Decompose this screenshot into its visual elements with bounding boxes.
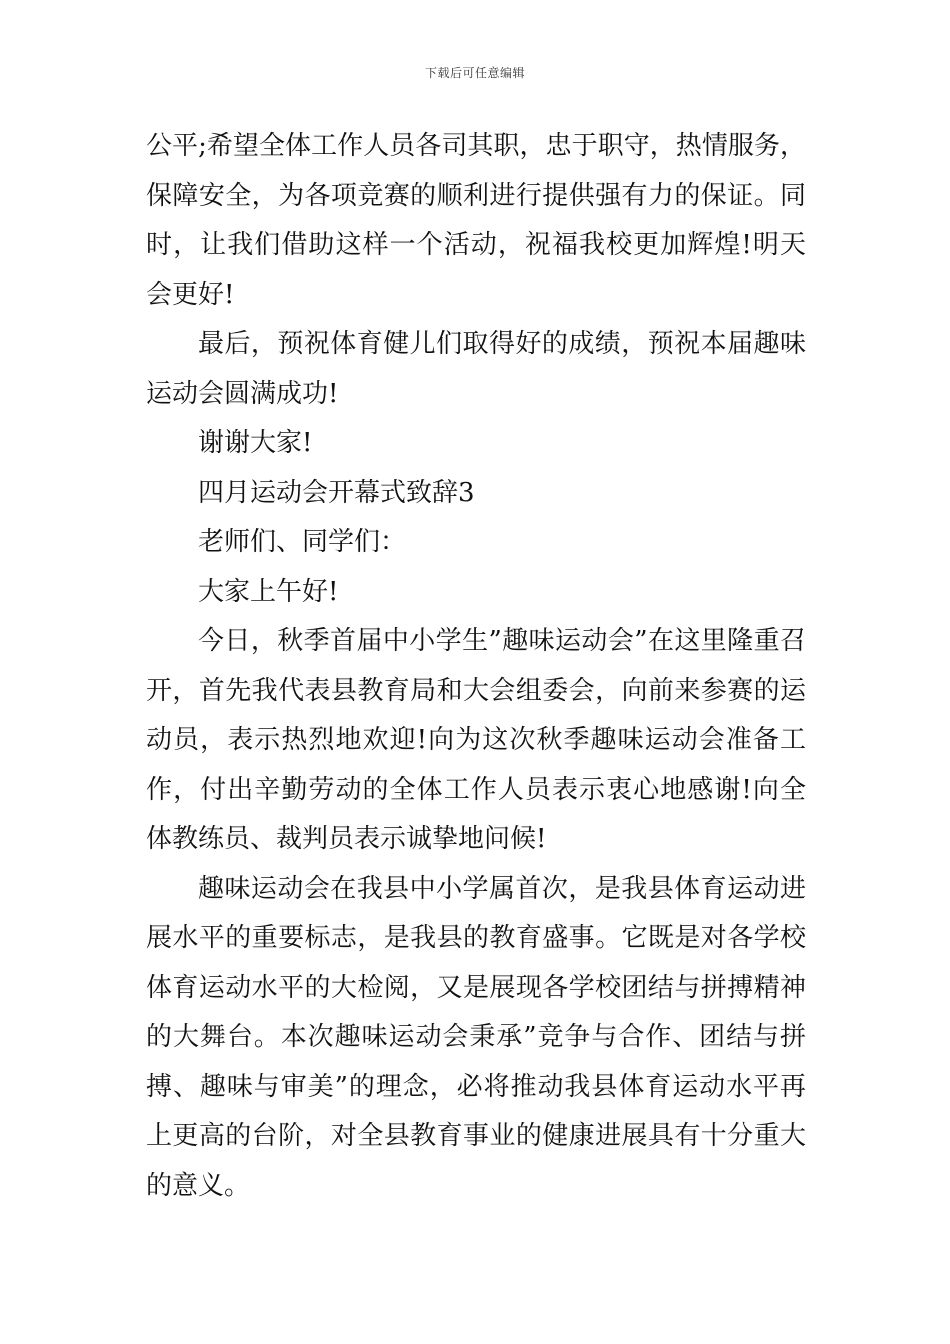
paragraph-opening: 今日，秋季首届中小学生”趣味运动会”在这里隆重召开，首先我代表县教育局和大会组委会，向前来参赛的运动员，表示热烈地欢迎!向为这次秋季趣味运动会准备工作，付出辛勤劳动的全体工作人员表示衷心地感谢!向全体教练员、裁判员表示诚挚地问候! bbox=[146, 626, 806, 854]
paragraph-closing-continuation: 公平;希望全体工作人员各司其职，忠于职守，热情服务，保障安全，为各项竞赛的顺利进行提供强有力的保证。同时，让我们借助这样一个活动，祝福我校更加辉煌!明天会更好! bbox=[146, 131, 806, 310]
section-heading: 四月运动会开幕式致辞3 bbox=[198, 477, 475, 508]
paragraph-wishes: 最后，预祝体育健儿们取得好的成绩，预祝本届趣味运动会圆满成功! bbox=[146, 329, 806, 409]
paragraph-greeting: 大家上午好! bbox=[198, 576, 339, 607]
document-body bbox=[146, 122, 806, 1211]
paragraph-significance: 趣味运动会在我县中小学属首次，是我县体育运动进展水平的重要标志，是我县的教育盛事。它既是对各学校体育运动水平的大检阅，又是展现各学校团结与拼搏精神的大舞台。本次趣味运动会秉承”竞争与合作、团结与拼搏、趣味与审美”的理念，必将推动我县体育运动水平再上更高的台阶，对全县教育事业的健康进展具有十分重大的意义。 bbox=[146, 873, 806, 1201]
paragraph-thanks: 谢谢大家! bbox=[198, 428, 313, 458]
page-header-note: 下载后可任意编辑 bbox=[424, 66, 525, 80]
paragraph-salutation: 老师们、同学们： bbox=[198, 527, 407, 557]
